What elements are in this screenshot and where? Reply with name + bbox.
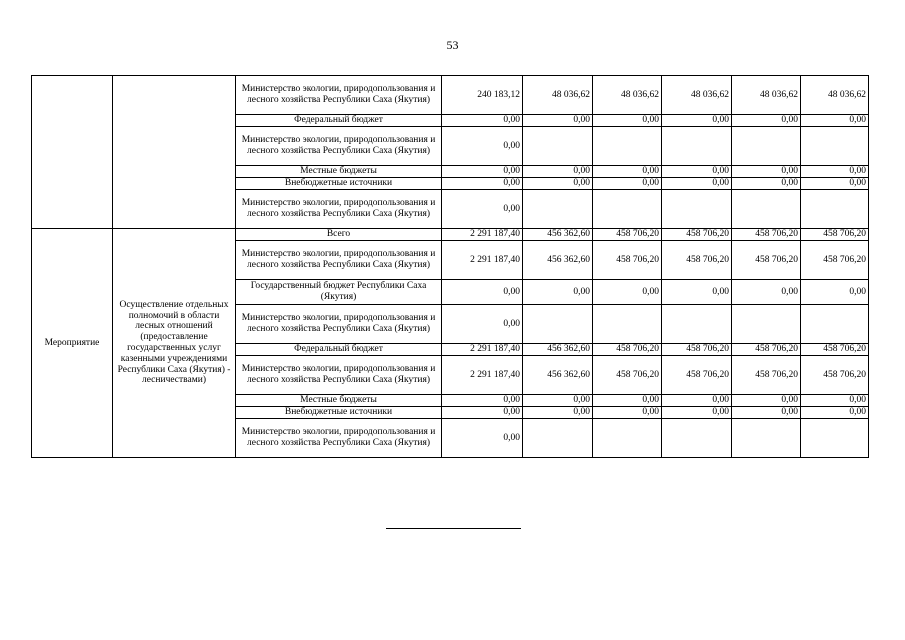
value-cell: 0,00: [523, 166, 593, 178]
activity-name-cell: Осуществление отдельных полномочий в области лесных отношений (предоставление государственных услуг казенными учреждениями Республики Саха (Якутия) - лесничествами): [113, 229, 236, 458]
value-cell: 458 706,20: [732, 344, 801, 356]
value-cell: 48 036,62: [593, 76, 662, 115]
source-cell: Государственный бюджет Республики Саха (Якутия): [236, 280, 442, 305]
name-cell-empty: [113, 76, 236, 229]
value-cell: 0,00: [801, 407, 869, 419]
value-cell: [801, 127, 869, 166]
value-cell: 2 291 187,40: [442, 356, 523, 395]
value-cell: 0,00: [523, 178, 593, 190]
value-cell: 0,00: [442, 280, 523, 305]
source-cell: Министерство экологии, природопользования и лесного хозяйства Республики Саха (Якутия): [236, 356, 442, 395]
table-body: [32, 76, 869, 458]
source-cell: Министерство экологии, природопользования и лесного хозяйства Республики Саха (Якутия): [236, 190, 442, 229]
kind-cell-empty: [32, 76, 113, 229]
value-cell: 458 706,20: [801, 241, 869, 280]
value-cell: 458 706,20: [593, 229, 662, 241]
value-cell: 0,00: [442, 305, 523, 344]
value-cell: 0,00: [662, 178, 732, 190]
value-cell: 458 706,20: [662, 241, 732, 280]
value-cell: 0,00: [732, 166, 801, 178]
source-cell: Внебюджетные источники: [236, 178, 442, 190]
value-cell: 0,00: [442, 178, 523, 190]
value-cell: 0,00: [523, 407, 593, 419]
value-cell: 0,00: [523, 395, 593, 407]
value-cell: [732, 419, 801, 458]
value-cell: 458 706,20: [593, 241, 662, 280]
value-cell: 0,00: [801, 178, 869, 190]
value-cell: [593, 419, 662, 458]
value-cell: 2 291 187,40: [442, 344, 523, 356]
value-cell: 0,00: [442, 190, 523, 229]
value-cell: 0,00: [801, 166, 869, 178]
value-cell: 458 706,20: [801, 356, 869, 395]
value-cell: [523, 127, 593, 166]
value-cell: 0,00: [662, 280, 732, 305]
value-cell: [523, 190, 593, 229]
value-cell: 0,00: [523, 280, 593, 305]
budget-table: [31, 75, 869, 458]
value-cell: 0,00: [593, 395, 662, 407]
value-cell: [801, 305, 869, 344]
source-cell: Министерство экологии, природопользования и лесного хозяйства Республики Саха (Якутия): [236, 76, 442, 115]
value-cell: [801, 419, 869, 458]
value-cell: 458 706,20: [732, 356, 801, 395]
value-cell: [662, 190, 732, 229]
value-cell: 0,00: [662, 395, 732, 407]
value-cell: 48 036,62: [523, 76, 593, 115]
value-cell: 48 036,62: [801, 76, 869, 115]
value-cell: 456 362,60: [523, 241, 593, 280]
value-cell: 0,00: [593, 280, 662, 305]
value-cell: 0,00: [593, 178, 662, 190]
source-cell: Министерство экологии, природопользования и лесного хозяйства Республики Саха (Якутия): [236, 127, 442, 166]
value-cell: 456 362,60: [523, 344, 593, 356]
value-cell: 2 291 187,40: [442, 229, 523, 241]
table-row: [32, 76, 869, 115]
value-cell: 458 706,20: [662, 229, 732, 241]
value-cell: 0,00: [593, 166, 662, 178]
value-cell: 458 706,20: [593, 344, 662, 356]
value-cell: 48 036,62: [662, 76, 732, 115]
value-cell: 0,00: [801, 395, 869, 407]
source-cell: Федеральный бюджет: [236, 344, 442, 356]
value-cell: 458 706,20: [801, 344, 869, 356]
source-cell: Федеральный бюджет: [236, 115, 442, 127]
source-cell: Местные бюджеты: [236, 166, 442, 178]
value-cell: 0,00: [442, 407, 523, 419]
value-cell: 458 706,20: [801, 229, 869, 241]
value-cell: [662, 305, 732, 344]
value-cell: 0,00: [442, 395, 523, 407]
value-cell: 48 036,62: [732, 76, 801, 115]
value-cell: 0,00: [732, 115, 801, 127]
kind-cell: Мероприятие: [32, 229, 113, 458]
value-cell: 0,00: [593, 407, 662, 419]
value-cell: [523, 305, 593, 344]
source-cell: Министерство экологии, природопользования и лесного хозяйства Республики Саха (Якутия): [236, 305, 442, 344]
value-cell: 0,00: [442, 419, 523, 458]
value-cell: [593, 127, 662, 166]
value-cell: [593, 305, 662, 344]
value-cell: 456 362,60: [523, 229, 593, 241]
value-cell: 2 291 187,40: [442, 241, 523, 280]
value-cell: 456 362,60: [523, 356, 593, 395]
value-cell: 0,00: [442, 115, 523, 127]
value-cell: 0,00: [593, 115, 662, 127]
value-cell: 458 706,20: [662, 356, 732, 395]
value-cell: [801, 190, 869, 229]
value-cell: [732, 127, 801, 166]
value-cell: 0,00: [801, 280, 869, 305]
value-cell: 0,00: [523, 115, 593, 127]
value-cell: 0,00: [662, 407, 732, 419]
value-cell: 458 706,20: [662, 344, 732, 356]
value-cell: 458 706,20: [732, 229, 801, 241]
value-cell: [732, 190, 801, 229]
table-row: [32, 229, 869, 241]
source-cell: Местные бюджеты: [236, 395, 442, 407]
value-cell: 0,00: [732, 280, 801, 305]
value-cell: [593, 190, 662, 229]
value-cell: 0,00: [732, 395, 801, 407]
page-number: 53: [446, 38, 459, 52]
source-cell: Всего: [236, 229, 442, 241]
value-cell: [523, 419, 593, 458]
value-cell: 0,00: [442, 127, 523, 166]
value-cell: 0,00: [442, 166, 523, 178]
value-cell: 0,00: [662, 115, 732, 127]
value-cell: 0,00: [732, 178, 801, 190]
value-cell: [662, 419, 732, 458]
value-cell: 0,00: [732, 407, 801, 419]
value-cell: [732, 305, 801, 344]
value-cell: 240 183,12: [442, 76, 523, 115]
source-cell: Внебюджетные источники: [236, 407, 442, 419]
value-cell: 458 706,20: [732, 241, 801, 280]
value-cell: 0,00: [801, 115, 869, 127]
value-cell: 458 706,20: [593, 356, 662, 395]
value-cell: [662, 127, 732, 166]
value-cell: 0,00: [662, 166, 732, 178]
source-cell: Министерство экологии, природопользования и лесного хозяйства Республики Саха (Якутия): [236, 419, 442, 458]
footnote-separator-line: [386, 528, 521, 529]
source-cell: Министерство экологии, природопользования и лесного хозяйства Республики Саха (Якутия): [236, 241, 442, 280]
